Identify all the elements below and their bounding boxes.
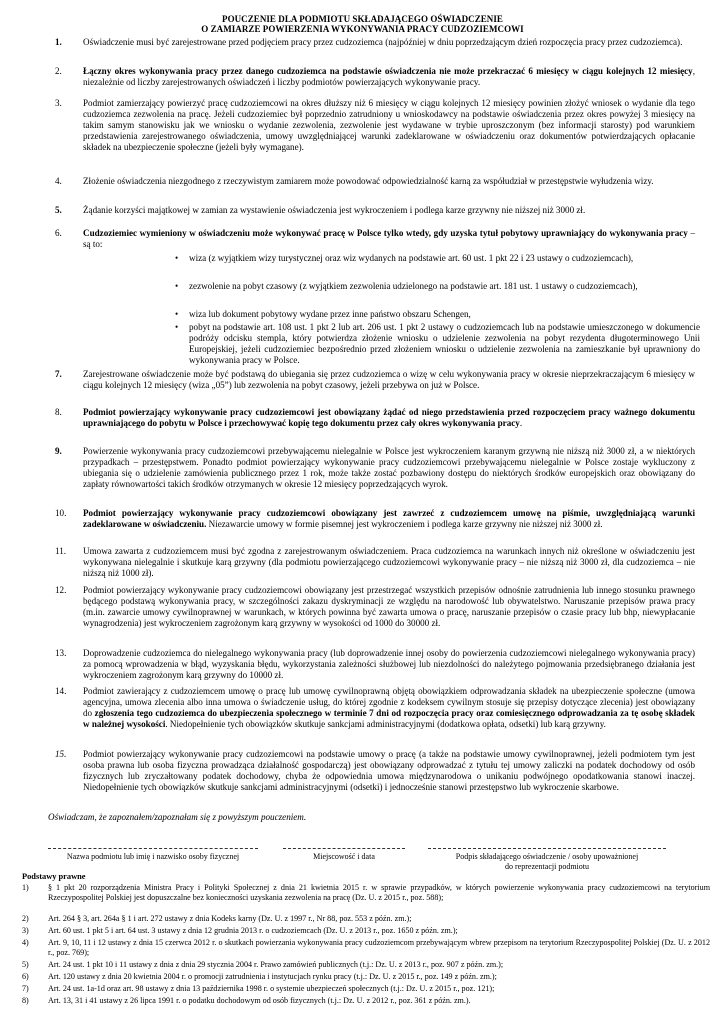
item-number: 4. bbox=[55, 176, 62, 186]
item-text: , niezależnie od liczby zarejestrowanych oświadczeń i liczby podmiotów powierzających wykonywanie pracy. bbox=[83, 66, 695, 87]
item-number: 2. bbox=[55, 66, 62, 76]
item-text: Podmiot powierzający wykonywanie pracy cudzoziemcowi na podstawie umowy o pracę (a także na podstawie umowy cywilnoprawnej, jeżeli podmiotem tym jest osoba prawna lub osoba fizyczna prowadząca działalność gospodarczą) jest obowiązany odprowadzać z tytułu tej umowy zaliczki na podatek dochodowy od osób fizycznych lub zryczałtowany podatek dochodowy, chyba że odpowiednia umowa międzynarodowa o unikaniu podwójnego opodatkowania stanowi inaczej. Niedopełnienie tych obowiązków skutkuje sankcjami administracyjnymi (odsetki) i jednocześnie stanowi przestępstwo lub wykroczenie skarbowe. bbox=[83, 749, 695, 792]
item-text: – są to: bbox=[83, 228, 695, 249]
instruction-item bbox=[55, 176, 695, 187]
place-date-signature-line[interactable] bbox=[283, 848, 405, 849]
instruction-item bbox=[55, 228, 695, 250]
legal-basis-number: 1) bbox=[22, 883, 29, 892]
item-text: . Niedopełnienie tych obowiązków skutkuje sankcjami administracyjnymi (dodatkowa opłata, odsetki) lub karą grzywny. bbox=[165, 719, 606, 729]
item-text: Powierzenie wykonywania pracy cudzoziemcowi przebywającemu nielegalnie w Polsce jest wykroczeniem karanym grzywną nie niższą niż 3000 zł, a w niektórych przypadkach – przestępstwem. Ponadto podmiot powierzający wykonywanie pracy cudzoziemcowi przebywającemu nielegalnie w Polsce zostaje wykluczony z ubiegania się o udzielenie zamówienia publicznego przez 1 rok, może także zostać pozbawiony dostępu do niektórych środków europejskich oraz obowiązany do zapłaty równowartości takich środków otrzymanych w okresie 12 miesięcy poprzedzających wyrok. bbox=[83, 446, 695, 489]
signature-caption-line-2: do reprezentacji podmiotu bbox=[505, 862, 589, 871]
legal-basis-text: Art. 13, 31 i 41 ustawy z 26 lipca 1991 r. o podatku dochodowym od osób fizycznych (t.j.: Dz. U. z 2012 r., poz. 361 z późn. zm.). bbox=[48, 996, 471, 1005]
place-date-caption: Miejscowość i data bbox=[313, 852, 375, 861]
item-text: Doprowadzenie cudzoziemca do nielegalnego wykonywania pracy (lub doprowadzenie innej osoby do powierzenia cudzoziemcowi nielegalnego wykonywania pracy) za pomocą wprowadzenia w błąd, wyzyskania błędu, wykorzystania zależności służbowej lub niezdolności do należytego pojmowania przedsiębranego działania jest wykroczeniem zagrożonym karą grzywny do 10000 zł. bbox=[83, 648, 695, 680]
signature-caption bbox=[424, 852, 670, 872]
instruction-item bbox=[55, 66, 695, 88]
item-text: . bbox=[519, 418, 523, 428]
item-text: Podmiot powierzający wykonywanie pracy cudzoziemcowi obowiązany jest przestrzegać wszystkich przepisów odnośnie zatrudnienia lub innego stosunku prawnego będącego podstawą wykonywania pracy, w szczególności zakazu dyskryminacji ze względu na narodowość lub obywatelstwo. Naruszanie przepisów prawa pracy (m.in. zawarcie umowy cywilnoprawnej w warunkach, w których powinna być zawarta umowa o pracę, naruszanie przepisów o czasie pracy lub bhp, niewypłacanie wynagrodzenia) jest wykroczeniem zagrożonym karą grzywny w wysokości od 1000 do 30000 zł. bbox=[83, 585, 695, 628]
legal-basis-text: Art. 9, 10, 11 i 12 ustawy z dnia 15 czerwca 2012 r. o skutkach powierzania wykonywania pracy cudzoziemcom przebywającym wbrew przepisom na terytorium Rzeczypospolitej Polskiej (Dz. U. z 2012 r., poz. 769); bbox=[48, 938, 710, 957]
item-number: 11. bbox=[55, 546, 67, 556]
item-number: 9. bbox=[55, 446, 62, 456]
legal-basis-item bbox=[22, 996, 710, 1006]
item-bold-text: zgłoszenia tego cudzoziemca do ubezpieczenia społecznego w terminie 7 dni od rozpoczęcia pracy oraz comiesięcznego odprowadzania za tę osobę składek w należnej wysokości bbox=[83, 708, 695, 729]
item-number: 10. bbox=[55, 508, 67, 518]
item-text: Podmiot zamierzający powierzyć pracę cudzoziemcowi na okres dłuższy niż 6 miesięcy w ciągu kolejnych 12 miesięcy powinien złożyć wniosek o wydanie dla tego cudzoziemca zezwolenia na pracę. Jeżeli cudzoziemiec był poprzednio zatrudniony u wnioskodawcy na podstawie oświadczenia przez okres powyżej 3 miesięcy na takim samym stanowisku jak we wniosku o wydanie zezwolenia, zezwolenie jest wydawane w trybie uproszczonym (bez informacji starosty) pod warunkiem przedstawienia zarejestrowanego oświadczenia, umowy uwzględniającej warunki zadeklarowane w oświadczeniu oraz dokumentów potwierdzających opłacanie składek na ubezpieczenie społeczne (jeżeli były wymagane). bbox=[83, 98, 695, 152]
legal-basis-item bbox=[22, 926, 710, 936]
item-text: Oświadczenie musi być zarejestrowane przed podjęciem pracy przez cudzoziemca (najpóźniej w dniu poprzedzającym dzień rozpoczęcia pracy przez cudzoziemca). bbox=[83, 37, 683, 47]
instruction-item bbox=[55, 205, 695, 216]
document-title-line-1: POUCZENIE DLA PODMIOTU SKŁADAJĄCEGO OŚWIADCZENIE bbox=[222, 14, 503, 24]
legal-basis-item bbox=[22, 960, 710, 970]
item-number: 3. bbox=[55, 98, 62, 108]
item-number: 6. bbox=[55, 228, 62, 238]
item-number: 7. bbox=[55, 369, 62, 379]
legal-basis-title: Podstawy prawne bbox=[22, 872, 86, 881]
legal-basis-item bbox=[22, 972, 710, 982]
legal-basis-number: 7) bbox=[22, 984, 29, 993]
item-text: Umowa zawarta z cudzoziemcem musi być zgodna z zarejestrowanym oświadczeniem. Praca cudzoziemca na warunkach innych niż określone w oświadczeniu jest wykonywana nielegalnie i skutkuje karą grzywny (dla podmiotu powierzającego cudzoziemcowi wykonywanie pracy – nie niższą niż 3000 zł, dla cudzoziemca – nie niższą niż 1000 zł). bbox=[83, 546, 695, 578]
item-text: Zarejestrowane oświadczenie może być podstawą do ubiegania się przez cudzoziemca o wizę w celu wykonywania pracy w okresie nieprzekraczającym 6 miesięcy w ciągu kolejnych 12 miesięcy (wiza „05”) lub zezwolenia na pobyt czasowy, jeżeli przebywa on już w Polsce. bbox=[83, 369, 695, 390]
legal-basis-number: 4) bbox=[22, 938, 29, 947]
legal-basis-text: Art. 60 ust. 1 pkt 5 i art. 64 ust. 3 ustawy z dnia 12 grudnia 2013 r. o cudzoziemcach (Dz. U. z 2013 r., poz. 1650 z późn. zm.); bbox=[48, 926, 458, 935]
legal-basis-number: 3) bbox=[22, 926, 29, 935]
item-number: 15. bbox=[55, 749, 67, 759]
document-title-line-2: O ZAMIARZE POWIERZENIA WYKONYWANIA PRACY CUDZOZIEMCOWI bbox=[201, 24, 524, 34]
instruction-item bbox=[55, 37, 695, 48]
item-bold-text: Łączny okres wykonywania pracy przez danego cudzoziemca na podstawie oświadczenia nie może przekraczać 6 miesięcy w ciągu kolejnych 12 miesięcy bbox=[83, 66, 693, 76]
name-signature-line[interactable] bbox=[48, 848, 258, 849]
bullet-text: wiza (z wyjątkiem wizy turystycznej oraz wiz wydanych na podstawie art. 60 ust. 1 pkt 22 i 23 ustawy o cudzoziemcach), bbox=[189, 253, 634, 263]
instruction-item bbox=[55, 407, 695, 429]
item-number: 13. bbox=[55, 648, 67, 658]
legal-basis-number: 5) bbox=[22, 960, 29, 969]
legal-basis-text: Art. 24 ust. 1a-1d oraz art. 98 ustawy z dnia 13 października 1998 r. o systemie ubezpieczeń społecznych (t.j.: Dz. U. z 2015 r., poz. 121); bbox=[48, 984, 495, 993]
legal-basis-text: Art. 24 ust. 1 pkt 10 i 11 ustawy z dnia z dnia 29 stycznia 2004 r. Prawo zamówień publicznych (t.j.: Dz. U. z 2013 r., poz. 907 z późn. zm.); bbox=[48, 960, 504, 969]
instruction-item bbox=[55, 648, 695, 681]
bullet-text: wiza lub dokument pobytowy wydane przez inne państwo obszaru Schengen, bbox=[189, 309, 471, 319]
legal-basis-number: 6) bbox=[22, 972, 29, 981]
item-number: 8. bbox=[55, 407, 62, 417]
residence-title-bullet bbox=[175, 322, 700, 366]
bullet-text: zezwolenie na pobyt czasowy (z wyjątkiem zezwolenia udzielonego na podstawie art. 181 ust. 1 ustawy o cudzoziemcach), bbox=[189, 281, 638, 291]
signature-caption-line-1: Podpis składającego oświadczenie / osoby upoważnionej bbox=[455, 852, 639, 861]
legal-basis-text: Art. 264 § 3, art. 264a § 1 i art. 272 ustawy z dnia Kodeks karny (Dz. U. z 1997 r., Nr 88, poz. 553 z późn. zm.); bbox=[48, 914, 412, 923]
legal-basis-text: § 1 pkt 20 rozporządzenia Ministra Pracy i Polityki Społecznej z dnia 21 kwietnia 2015 r. w sprawie przypadków, w których powierzenie wykonywania pracy cudzoziemcowi na terytorium Rzeczypospolitej Polskiej jest dopuszczalne bez konieczności uzyskania zezwolenia na pracę (Dz. U. z 2015 r., poz. 588); bbox=[48, 883, 710, 902]
bullet-glyph: • bbox=[175, 322, 179, 332]
instruction-item bbox=[55, 369, 695, 391]
bullet-glyph: • bbox=[175, 281, 179, 291]
item-text: Niezawarcie umowy w formie pisemnej jest wykroczeniem i podlega karze grzywny nie niższej niż 3000 zł. bbox=[206, 519, 603, 529]
residence-title-bullet bbox=[175, 281, 700, 292]
item-text: Żądanie korzyści majątkowej w zamian za wystawienie oświadczenia jest wykroczeniem i podlega karze grzywny nie niższej niż 3000 zł. bbox=[83, 205, 586, 215]
instruction-item bbox=[55, 546, 695, 579]
instruction-item bbox=[55, 585, 695, 629]
bullet-text: pobyt na podstawie art. 108 ust. 1 pkt 2 lub art. 206 ust. 1 pkt 2 ustawy o cudzoziemcach lub na podstawie umieszczonego w dokumencie podróży odcisku stempla, który potwierdza złożenie wniosku o udzielenie zezwolenia na pobyt rezydenta długoterminowego Unii Europejskiej, jeżeli cudzoziemiec bezpośrednio przed złożeniem wniosku o udzielenie zezwolenia na zamieszkanie był uprawniony do wykonywania pracy w Polsce. bbox=[189, 322, 700, 365]
bullet-glyph: • bbox=[175, 309, 179, 319]
declaration-statement: Oświadczam, że zapoznałem/zapoznałam się z powyższym pouczeniem. bbox=[48, 812, 307, 822]
item-number: 14. bbox=[55, 686, 67, 696]
item-text: Złożenie oświadczenia niezgodnego z rzeczywistym zamiarem może powodować odpowiedzialność karną za współudział w przestępstwie wyłudzenia wizy. bbox=[83, 176, 654, 186]
item-bold-text: Podmiot powierzający wykonywanie pracy cudzoziemcowi obowiązany jest zawrzeć z cudzoziemcem umowę na piśmie, uwzględniającą warunki zadeklarowane w oświadczeniu. bbox=[83, 508, 695, 529]
instruction-item bbox=[55, 686, 695, 730]
residence-title-bullet bbox=[175, 309, 700, 320]
residence-title-bullet bbox=[175, 253, 700, 264]
instruction-item bbox=[55, 446, 695, 490]
item-bold-text: Cudzoziemiec wymieniony w oświadczeniu może wykonywać pracę w Polsce tylko wtedy, gdy uzyska tytuł pobytowy uprawniający do wykonywania pracy bbox=[83, 228, 688, 238]
legal-basis-item bbox=[22, 984, 710, 994]
legal-basis-item bbox=[22, 914, 710, 924]
legal-basis-text: Art. 120 ustawy z dnia 20 kwietnia 2004 r. o promocji zatrudnienia i instytucjach rynku pracy (t.j.: Dz. U. z 2015 r., poz. 149 z późn. zm.); bbox=[48, 972, 497, 981]
instruction-item bbox=[55, 98, 695, 153]
item-number: 1. bbox=[55, 37, 62, 47]
item-number: 5. bbox=[55, 205, 62, 215]
legal-basis-number: 8) bbox=[22, 996, 29, 1005]
legal-basis-item bbox=[22, 883, 710, 903]
instruction-item bbox=[55, 508, 695, 530]
item-text: Podmiot zawierający z cudzoziemcem umowę o pracę lub umowę cywilnoprawną objętą obowiązkiem odprowadzania składek na ubezpieczenie społeczne (umowa agencyjna, umowa zlecenia albo inna umowa o świadczenie usług, do której zgodnie z kodeksem cywilnym stosuje się przepisy dotyczące zlecenia) jest obowiązany do bbox=[83, 686, 695, 718]
legal-basis-item bbox=[22, 938, 710, 958]
name-caption: Nazwa podmiotu lub imię i nazwisko osoby fizycznej bbox=[66, 852, 240, 861]
instruction-item bbox=[55, 749, 695, 793]
item-number: 12. bbox=[55, 585, 67, 595]
bullet-glyph: • bbox=[175, 253, 179, 263]
applicant-signature-line[interactable] bbox=[428, 848, 666, 849]
item-bold-text: Podmiot powierzający wykonywanie pracy cudzoziemcowi jest obowiązany żądać od niego przedstawienia przed rozpoczęciem pracy ważnego dokumentu uprawniającego do pobytu w Polsce i przechowywać kopię tego dokumentu przez cały okres wykonywania pracy bbox=[83, 407, 695, 428]
legal-basis-number: 2) bbox=[22, 914, 29, 923]
